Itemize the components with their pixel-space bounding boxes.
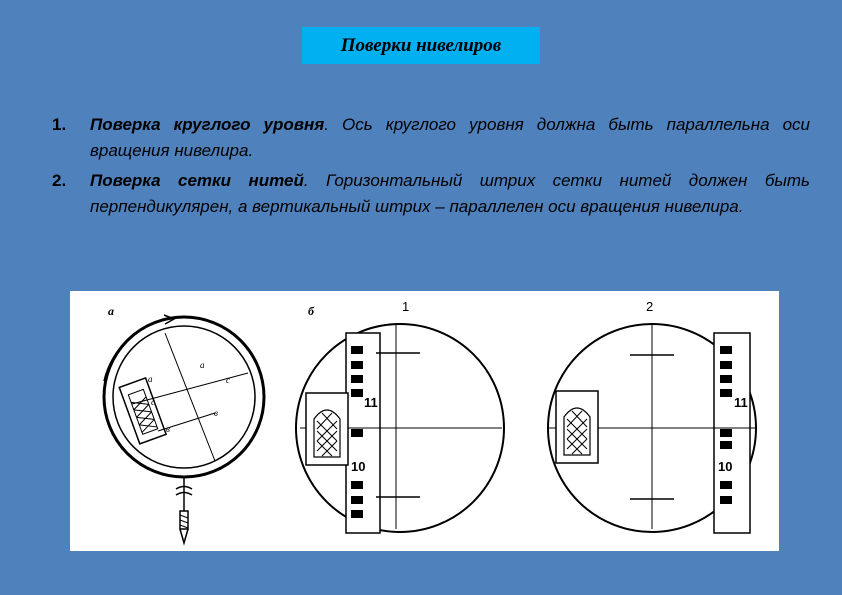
screw-tip: [180, 529, 188, 543]
item-heading: Поверка круглого уровня: [90, 115, 325, 134]
item-heading: Поверка сетки нитей: [90, 171, 304, 190]
list-item: [52, 112, 810, 164]
label-b: б: [308, 304, 314, 318]
staff-number: 11: [364, 395, 378, 410]
view-number-1: 1: [402, 299, 410, 314]
rotation-arrow: [104, 319, 170, 381]
item-number: 1.: [52, 115, 67, 134]
letter-label: в: [214, 408, 218, 418]
letter-label: с: [151, 397, 155, 407]
reticle-view-2: [548, 299, 756, 533]
checks-list: [52, 112, 810, 224]
view-number-2: 2: [646, 299, 654, 314]
reticle-view-1: [296, 299, 504, 533]
figure-drawing: [70, 291, 779, 551]
item-text: . Ось круглого уровня должна быть параллельна оси вращения нивелира.: [90, 115, 810, 160]
level-vial: [119, 378, 166, 444]
level-inner-ring: [113, 326, 255, 468]
level-outer-ring: [104, 317, 264, 477]
list-item: [52, 168, 810, 220]
label-a: а: [108, 304, 114, 318]
letter-label: в: [166, 424, 170, 434]
letter-label: а: [200, 360, 205, 370]
letter-label: с: [226, 375, 230, 385]
figure: [70, 291, 779, 551]
page-title: Поверки нивелиров: [340, 34, 502, 56]
item-text: . Горизонтальный штрих сетки нитей должен быть перпендикулярен, а вертикальный штрих – параллелен оси вращения нивелира.: [90, 171, 810, 216]
letter-label: а: [148, 374, 153, 384]
staff-number: 10: [351, 459, 366, 474]
staff-number: 10: [718, 459, 733, 474]
axis-line: [165, 333, 215, 461]
circular-level-diagram: [104, 304, 264, 543]
item-number: 2.: [52, 171, 67, 190]
title-box: [302, 27, 540, 64]
staff-number: 11: [734, 395, 748, 410]
